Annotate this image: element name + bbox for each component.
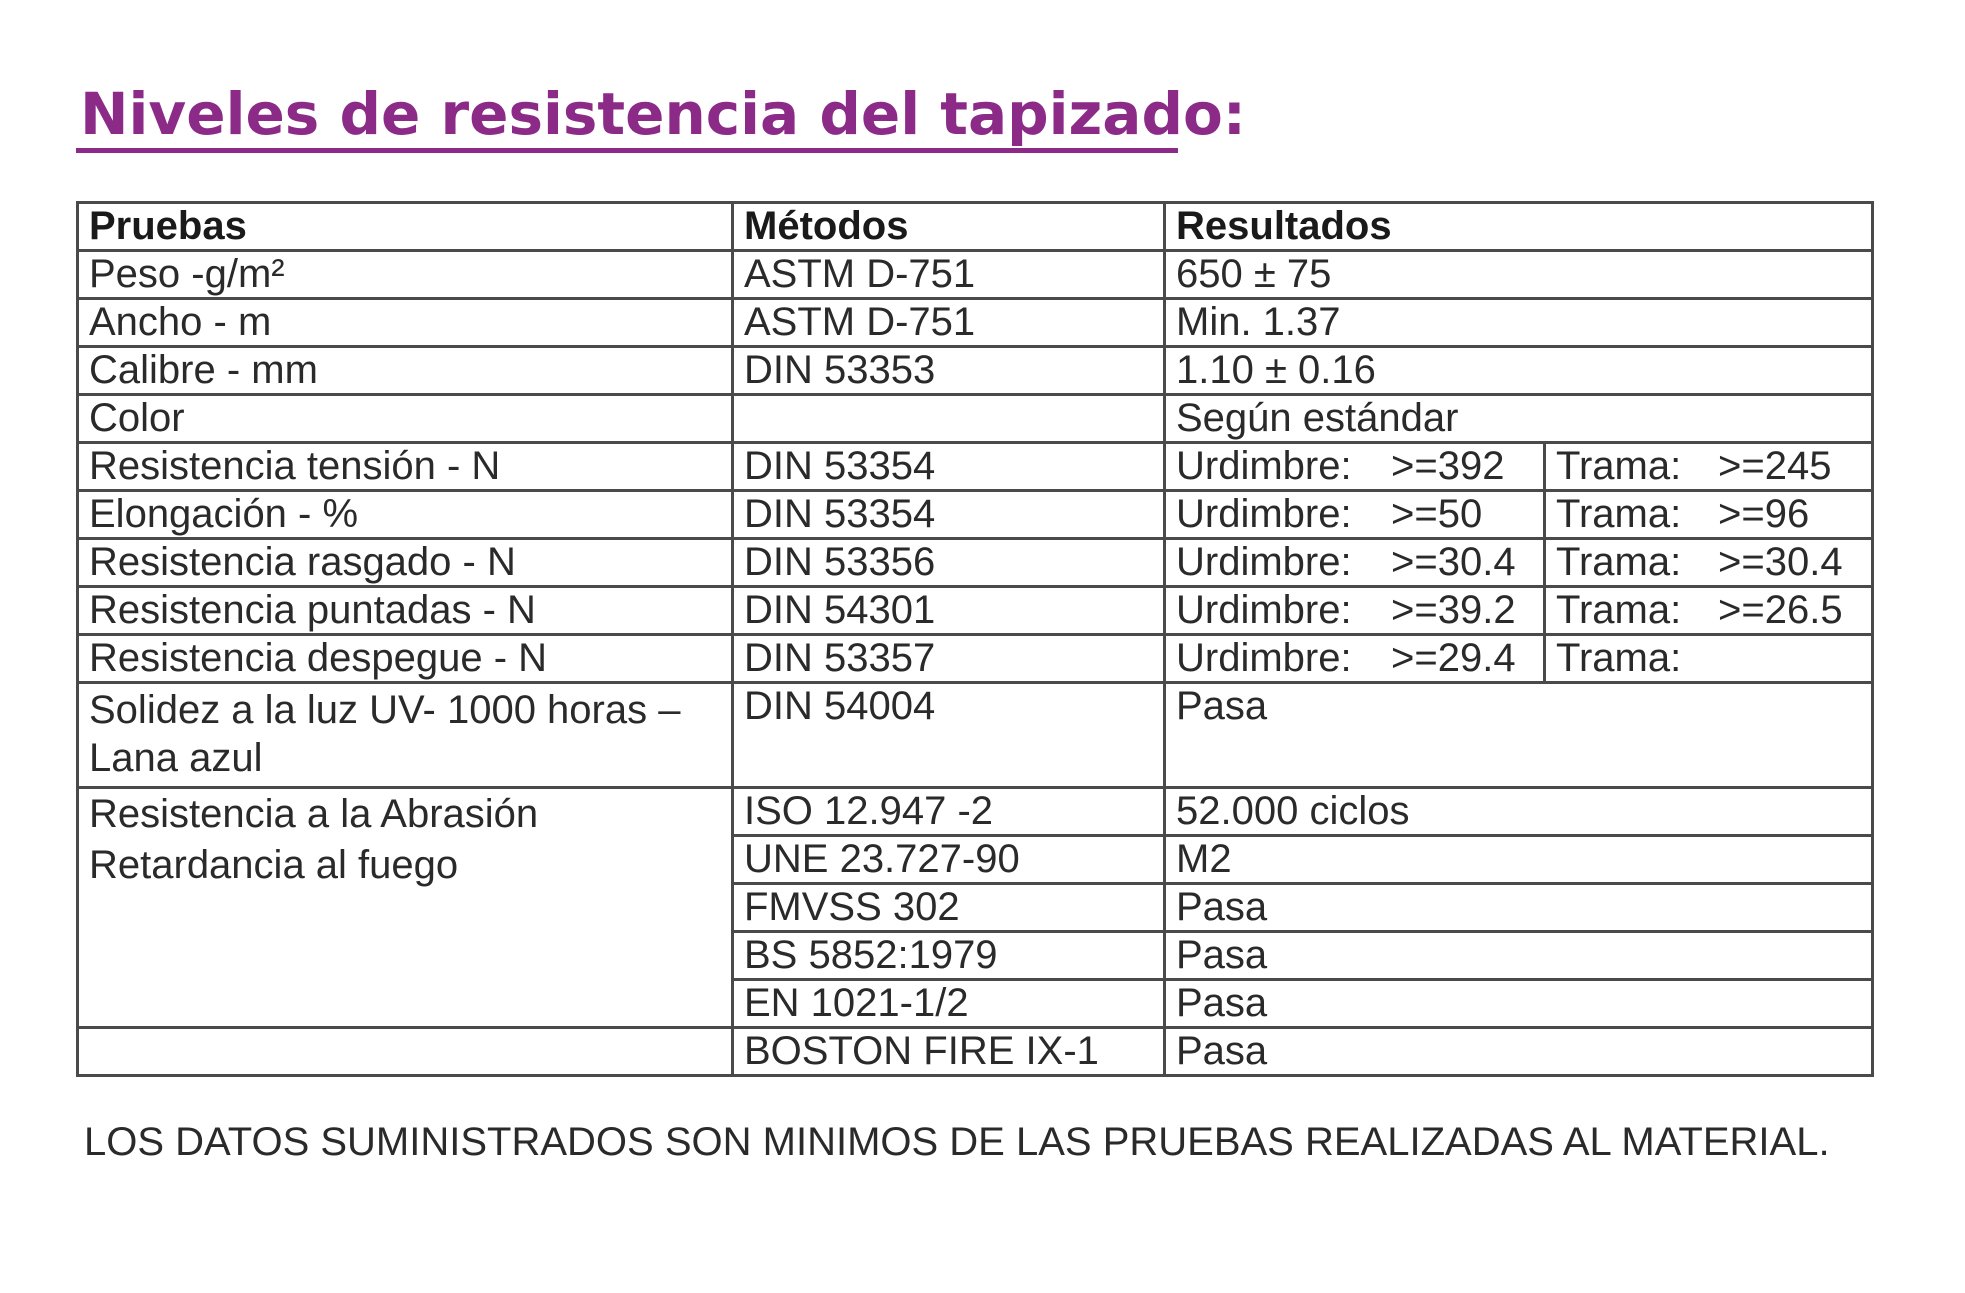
urdimbre-value: >=29.4 xyxy=(1391,636,1516,680)
cell-resultado: Pasa xyxy=(1165,884,1873,932)
cell-metodo: ASTM D-751 xyxy=(733,251,1165,299)
table-row xyxy=(78,683,1873,788)
table-row xyxy=(78,788,1873,836)
table-row xyxy=(78,491,1873,539)
cell-urdimbre xyxy=(1165,539,1545,587)
title-underline xyxy=(76,148,1178,153)
header-metodos: Métodos xyxy=(733,203,1165,251)
cell-metodo: BOSTON FIRE IX-1 xyxy=(733,1028,1165,1076)
cell-prueba xyxy=(78,1028,733,1076)
cell-prueba: Resistencia rasgado - N xyxy=(78,539,733,587)
urdimbre-label: Urdimbre: xyxy=(1176,492,1352,536)
cell-metodo: DIN 53353 xyxy=(733,347,1165,395)
cell-metodo: BS 5852:1979 xyxy=(733,932,1165,980)
trama-value: >=30.4 xyxy=(1718,540,1843,584)
table-row xyxy=(78,1028,1873,1076)
cell-resultado: Pasa xyxy=(1165,932,1873,980)
table-row xyxy=(78,635,1873,683)
table-row xyxy=(78,587,1873,635)
cell-metodo: ISO 12.947 -2 xyxy=(733,788,1165,836)
table-row xyxy=(78,299,1873,347)
cell-trama xyxy=(1545,539,1873,587)
table-header-row xyxy=(78,203,1873,251)
cell-urdimbre xyxy=(1165,491,1545,539)
cell-trama xyxy=(1545,491,1873,539)
trama-label: Trama: xyxy=(1556,588,1682,632)
cell-metodo: EN 1021-1/2 xyxy=(733,980,1165,1028)
cell-resultado: 52.000 ciclos xyxy=(1165,788,1873,836)
cell-prueba: Resistencia tensión - N xyxy=(78,443,733,491)
table-row xyxy=(78,443,1873,491)
page-title: Niveles de resistencia del tapizado: xyxy=(80,80,1247,148)
cell-prueba: Peso -g/m² xyxy=(78,251,733,299)
prueba-abrasion: Resistencia a la Abrasión xyxy=(89,792,539,836)
cell-trama xyxy=(1545,443,1873,491)
prueba-fuego: Retardancia al fuego xyxy=(89,843,459,887)
header-pruebas: Pruebas xyxy=(78,203,733,251)
cell-resultado: Según estándar xyxy=(1165,395,1873,443)
trama-value: >=96 xyxy=(1718,492,1810,536)
trama-label: Trama: xyxy=(1556,540,1682,584)
trama-label: Trama: xyxy=(1556,492,1682,536)
table-row xyxy=(78,395,1873,443)
trama-value: >=26.5 xyxy=(1718,588,1843,632)
cell-metodo: ASTM D-751 xyxy=(733,299,1165,347)
cell-metodo: DIN 53357 xyxy=(733,635,1165,683)
cell-resultado: 650 ± 75 xyxy=(1165,251,1873,299)
footnote: LOS DATOS SUMINISTRADOS SON MINIMOS DE LAS PRUEBAS REALIZADAS AL MATERIAL. xyxy=(84,1120,1830,1164)
cell-prueba-group xyxy=(78,788,733,1028)
header-resultados: Resultados xyxy=(1165,203,1873,251)
cell-urdimbre xyxy=(1165,443,1545,491)
cell-metodo: DIN 53354 xyxy=(733,443,1165,491)
cell-metodo: DIN 53354 xyxy=(733,491,1165,539)
cell-metodo: DIN 54301 xyxy=(733,587,1165,635)
urdimbre-value: >=50 xyxy=(1391,492,1483,536)
cell-metodo: FMVSS 302 xyxy=(733,884,1165,932)
cell-resultado: Min. 1.37 xyxy=(1165,299,1873,347)
urdimbre-label: Urdimbre: xyxy=(1176,540,1352,584)
cell-metodo: DIN 54004 xyxy=(733,683,1165,788)
cell-prueba: Resistencia puntadas - N xyxy=(78,587,733,635)
table-row xyxy=(78,251,1873,299)
urdimbre-value: >=30.4 xyxy=(1391,540,1516,584)
table-row xyxy=(78,539,1873,587)
specifications-table xyxy=(76,201,1874,1077)
cell-resultado: Pasa xyxy=(1165,683,1873,788)
cell-prueba: Color xyxy=(78,395,733,443)
urdimbre-value: >=392 xyxy=(1391,444,1505,488)
cell-prueba: Elongación - % xyxy=(78,491,733,539)
cell-metodo: DIN 53356 xyxy=(733,539,1165,587)
trama-label: Trama: xyxy=(1556,636,1682,680)
urdimbre-label: Urdimbre: xyxy=(1176,444,1352,488)
table-row xyxy=(78,347,1873,395)
cell-urdimbre xyxy=(1165,635,1545,683)
cell-prueba: Calibre - mm xyxy=(78,347,733,395)
cell-prueba: Ancho - m xyxy=(78,299,733,347)
trama-value: >=245 xyxy=(1718,444,1832,488)
cell-trama xyxy=(1545,587,1873,635)
cell-resultado: M2 xyxy=(1165,836,1873,884)
urdimbre-value: >=39.2 xyxy=(1391,588,1516,632)
cell-trama xyxy=(1545,635,1873,683)
trama-label: Trama: xyxy=(1556,444,1682,488)
cell-prueba: Resistencia despegue - N xyxy=(78,635,733,683)
cell-metodo xyxy=(733,395,1165,443)
cell-resultado: Pasa xyxy=(1165,980,1873,1028)
cell-metodo: UNE 23.727-90 xyxy=(733,836,1165,884)
cell-urdimbre xyxy=(1165,587,1545,635)
urdimbre-label: Urdimbre: xyxy=(1176,588,1352,632)
cell-prueba: Solidez a la luz UV- 1000 horas – Lana azul xyxy=(78,683,733,788)
urdimbre-label: Urdimbre: xyxy=(1176,636,1352,680)
cell-resultado: Pasa xyxy=(1165,1028,1873,1076)
cell-resultado: 1.10 ± 0.16 xyxy=(1165,347,1873,395)
